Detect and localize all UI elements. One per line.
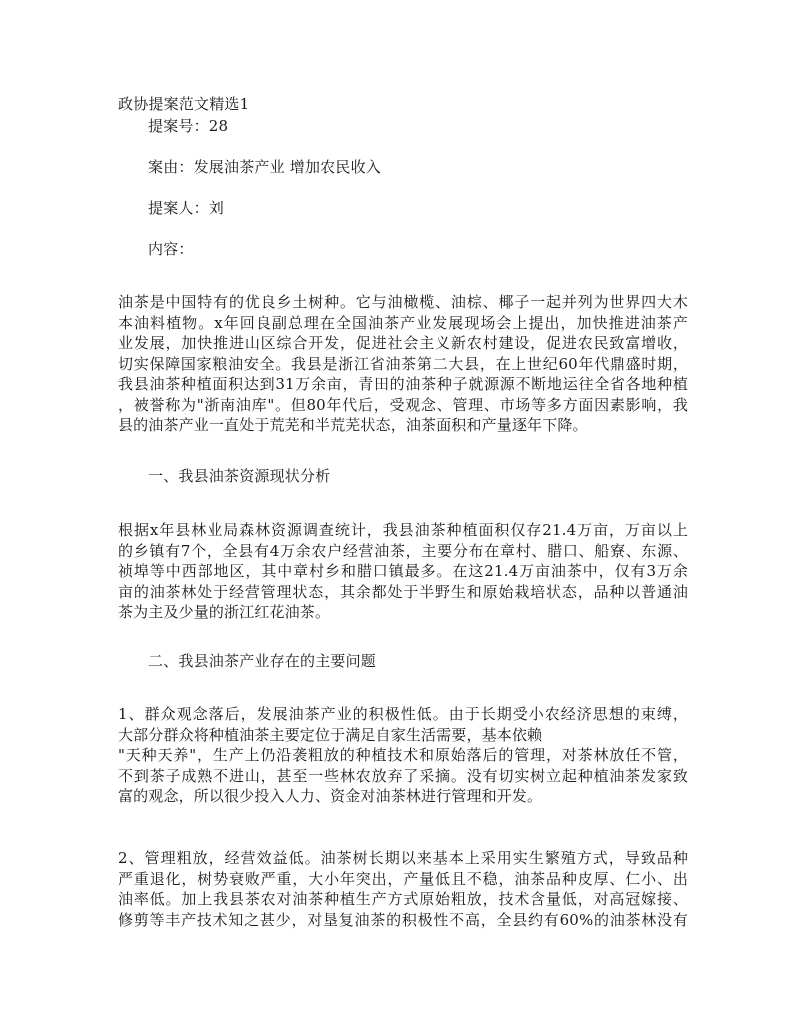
- paragraph-line: 的乡镇有7个，全县有4万余农户经营油茶，主要分布在章村、腊口、船寮、东源、: [118, 541, 688, 560]
- intro-paragraph: [118, 292, 688, 436]
- paragraph-line: 2、管理粗放，经营效益低。油茶树长期以来基本上采用实生繁殖方式，导致品种: [118, 849, 688, 867]
- problem2-paragraph: [118, 848, 688, 930]
- section2-heading: 二、我县油茶产业存在的主要问题: [148, 652, 377, 670]
- paragraph-line: 我县油茶种植面积达到31万余亩，青田的油茶种子就源源不断地运往全省各地种植: [118, 375, 688, 393]
- paragraph-line: 本油料植物。x年回良副总理在全国油茶产业发展现场会上提出，加快推进油茶产: [118, 313, 688, 332]
- paragraph-line: 根据x年县林业局森林资源调查统计，我县油茶种植面积仅存21.4万亩，万亩以上: [118, 521, 688, 539]
- section1-heading: 一、我县油茶资源现状分析: [148, 467, 331, 485]
- paragraph-line: 大部分群众将种植油茶主要定位于满足自家生活需要，基本依赖: [118, 725, 543, 744]
- paragraph-line: 业发展，加快推进山区综合开发，促进社会主义新农村建设，促进农民致富增收，: [118, 334, 688, 352]
- paragraph-line: 亩的油茶林处于经营管理状态，其余都处于半野生和原始栽培状态，品种以普通油: [118, 582, 688, 601]
- document-title: 政协提案范文精选1: [118, 95, 250, 113]
- paragraph-line: 富的观念，所以很少投入人力、资金对油茶林进行管理和开发。: [118, 787, 543, 805]
- proposal-number: 提案号：28: [148, 117, 229, 135]
- proposer: 提案人：刘: [148, 199, 225, 217]
- paragraph-line: 不到茶子成熟不进山，甚至一些林农放弃了采摘。没有切实树立起种植油茶发家致: [118, 766, 688, 785]
- proposal-subject: 案由：发展油茶产业 增加农民收入: [148, 158, 381, 176]
- paragraph-line: 油茶是中国特有的优良乡土树种。它与油橄榄、油棕、椰子一起并列为世界四大木: [118, 293, 688, 311]
- paragraph-line: ，被誉称为"浙南油库"。但80年代后，受观念、管理、市场等多方面因素影响，我: [118, 395, 688, 414]
- paragraph-line: 县的油茶产业一直处于荒芜和半荒芜状态，油茶面积和产量逐年下降。: [118, 416, 588, 434]
- content-label: 内容：: [148, 240, 194, 258]
- paragraph-line: "天种天养"，生产上仍沿袭粗放的种植技术和原始落后的管理，对茶林放任不管，: [118, 746, 688, 764]
- paragraph-line: 茶为主及少量的浙江红花油茶。: [118, 603, 331, 621]
- paragraph-line: 修剪等丰产技术知之甚少，对垦复油茶的积极性不高，全县约有60%的油茶林没有: [118, 910, 688, 929]
- paragraph-line: 严重退化，树势衰败严重，大小年突出，产量低且不稳，油茶品种皮厚、仁小、出: [118, 869, 688, 888]
- paragraph-line: 祯埠等中西部地区，其中章村乡和腊口镇最多。在这21.4万亩油茶中，仅有3万余: [118, 562, 688, 580]
- section1-paragraph: [118, 520, 688, 623]
- problem1-paragraph: [118, 704, 688, 807]
- paragraph-line: 1、群众观念落后，发展油茶产业的积极性低。由于长期受小农经济思想的束缚，: [118, 705, 688, 723]
- paragraph-line: 油率低。加上我县茶农对油茶种植生产方式原始粗放，技术含量低，对高冠嫁接、: [118, 890, 688, 908]
- paragraph-line: 切实保障国家粮油安全。我县是浙江省油茶第二大县，在上世纪60年代鼎盛时期，: [118, 354, 688, 373]
